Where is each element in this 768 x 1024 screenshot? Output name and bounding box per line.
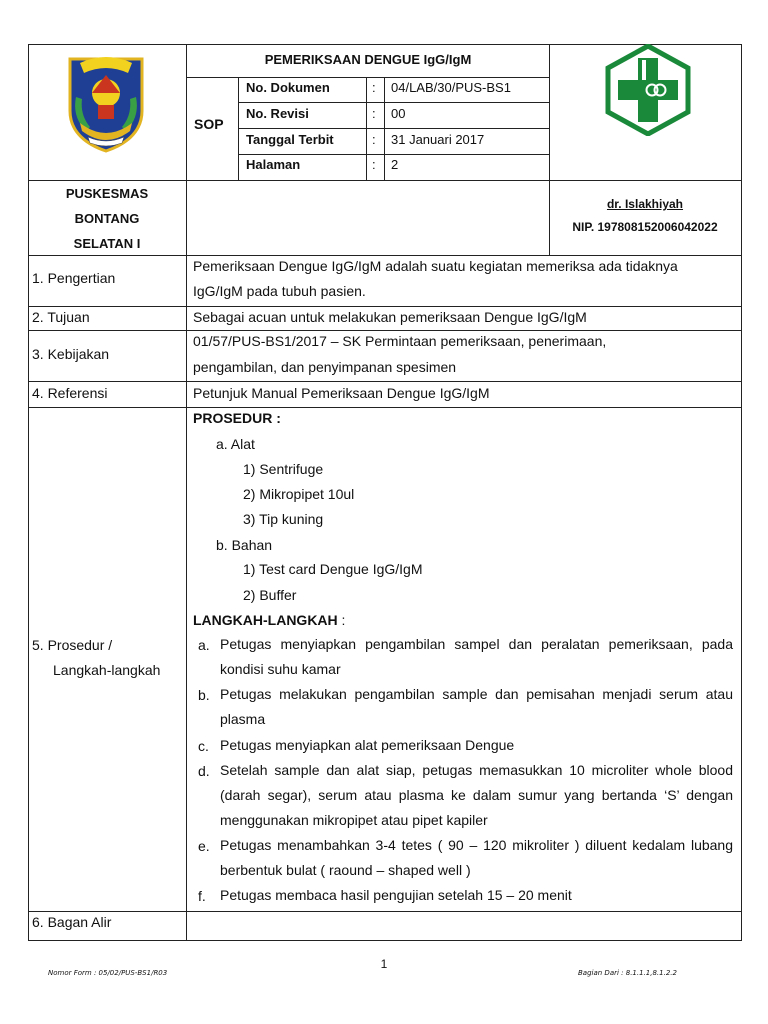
- langkah-heading-text: LANGKAH-LANGKAH: [193, 612, 338, 628]
- section-label-kebijakan: 3. Kebijakan: [32, 346, 110, 362]
- pengertian-text: IgG/IgM pada tubuh pasien.: [193, 283, 366, 299]
- field-value-halaman: 2: [391, 157, 399, 172]
- puskesmas-cross-icon: [604, 44, 692, 136]
- alat-item: 2) Mikropipet 10ul: [243, 486, 355, 502]
- kota-bontang-emblem-icon: [62, 53, 150, 153]
- field-label-tanggal-terbit: Tanggal Terbit: [246, 132, 334, 147]
- signer-name: dr. Islakhiyah: [606, 197, 684, 211]
- langkah-heading-colon: :: [337, 612, 346, 628]
- section-label-tujuan: 2. Tujuan: [32, 309, 90, 325]
- field-label-no-revisi: No. Revisi: [246, 106, 309, 121]
- field-value-tanggal-terbit: 31 Januari 2017: [391, 132, 485, 147]
- step-marker: e.: [198, 838, 210, 854]
- kebijakan-text: pengambilan, dan penyimpanan spesimen: [193, 359, 457, 375]
- pengertian-text: Pemeriksaan Dengue IgG/IgM adalah suatu kegiatan memeriksa ada tidaknya: [193, 258, 678, 274]
- prosedur-heading: PROSEDUR :: [193, 410, 281, 426]
- bahan-item: 1) Test card Dengue IgG/IgM: [243, 561, 423, 577]
- section-label-referensi: 4. Referensi: [32, 385, 108, 401]
- sop-label: SOP: [194, 116, 224, 132]
- page-number: 1: [380, 957, 388, 971]
- org-name-line2: BONTANG: [74, 211, 140, 226]
- referensi-text: Petunjuk Manual Pemeriksaan Dengue IgG/IgM: [193, 385, 490, 401]
- org-name-line3: SELATAN I: [73, 236, 141, 251]
- step-text: Setelah sample dan alat siap, petugas memasukkan 10 microliter whole blood (darah segar), serum atau plasma ke dalam sumur yang bertanda ‘S’ dengan menggunakan mikropipet atau pipet kapiler: [220, 762, 733, 828]
- tujuan-text: Sebagai acuan untuk melakukan pemeriksaan Dengue IgG/IgM: [193, 309, 587, 325]
- field-label-no-dokumen: No. Dokumen: [246, 80, 330, 95]
- step-text: Petugas membaca hasil pengujian setelah 15 – 20 menit: [220, 887, 572, 903]
- signer-nip: NIP. 197808152006042022: [572, 220, 718, 234]
- step-marker: c.: [198, 738, 209, 754]
- field-colon: :: [372, 132, 376, 147]
- step-marker: f.: [198, 888, 206, 904]
- bahan-label: b. Bahan: [216, 537, 273, 553]
- step-text: Petugas menyiapkan pengambilan sampel dan peralatan pemeriksaan, pada kondisi suhu kamar: [220, 636, 733, 677]
- section-label-prosedur: Langkah-langkah: [53, 662, 161, 678]
- field-value-no-dokumen: 04/LAB/30/PUS-BS1: [391, 80, 511, 95]
- step-marker: a.: [198, 637, 210, 653]
- langkah-heading: [193, 611, 345, 629]
- step-marker: d.: [198, 763, 210, 779]
- bagian-dari: Bagian Dari : 8.1.1.1,8.1.2.2: [578, 969, 677, 977]
- alat-item: 3) Tip kuning: [243, 511, 324, 527]
- step-text: Petugas menambahkan 3-4 tetes ( 90 – 120 mikroliter ) diluent kedalam lubang berbentuk bulat ( raound – shaped well ): [220, 837, 733, 878]
- field-colon: :: [372, 106, 376, 121]
- alat-item: 1) Sentrifuge: [243, 461, 324, 477]
- section-label-prosedur: 5. Prosedur /: [32, 637, 113, 653]
- kebijakan-text: 01/57/PUS-BS1/2017 – SK Permintaan pemeriksaan, penerimaan,: [193, 333, 607, 349]
- field-colon: :: [372, 80, 376, 95]
- step-text: Petugas menyiapkan alat pemeriksaan Dengue: [220, 737, 515, 753]
- field-label-halaman: Halaman: [246, 157, 301, 172]
- field-value-no-revisi: 00: [391, 106, 406, 121]
- field-colon: :: [372, 157, 376, 172]
- alat-label: a. Alat: [216, 436, 255, 452]
- org-name-line1: PUSKESMAS: [65, 186, 149, 201]
- section-label-pengertian: 1. Pengertian: [32, 270, 116, 286]
- document-title: PEMERIKSAAN DENGUE IgG/IgM: [264, 52, 472, 67]
- form-number: Nomor Form : 05/02/PUS-BS1/R03: [48, 969, 168, 977]
- bahan-item: 2) Buffer: [243, 587, 297, 603]
- step-text: Petugas melakukan pengambilan sample dan pemisahan menjadi serum atau plasma: [220, 686, 733, 727]
- step-marker: b.: [198, 687, 210, 703]
- section-label-bagan-alir: 6. Bagan Alir: [32, 914, 112, 930]
